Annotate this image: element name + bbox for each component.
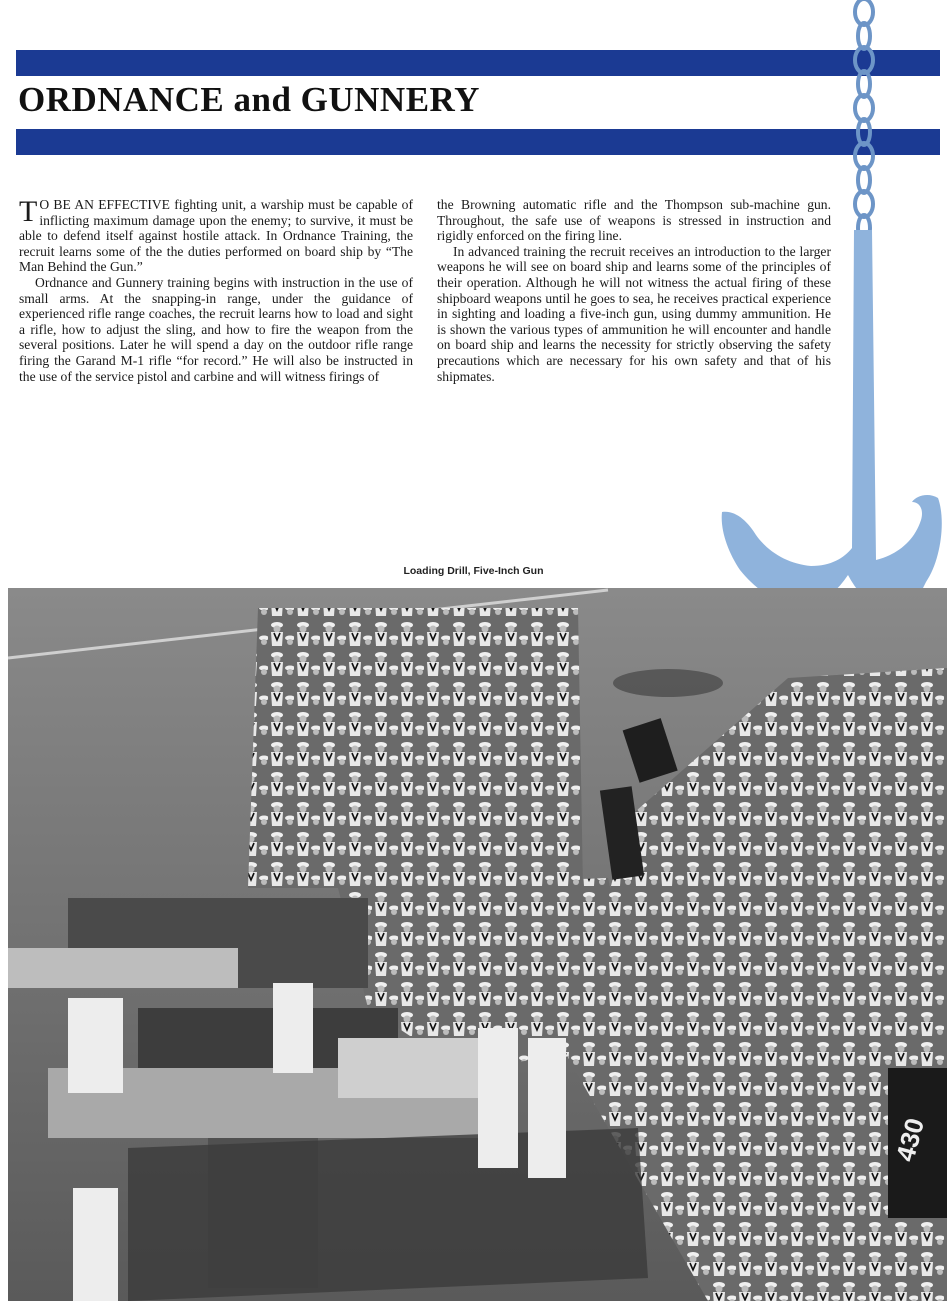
drop-cap: T xyxy=(19,195,38,228)
article-column-right xyxy=(437,197,831,384)
chain-icon xyxy=(842,0,886,260)
paragraph-text: O BE AN EFFECTIVE fighting unit, a warship must be capable of inflicting maximum damage upon the enemy; to survive, it must be able to defend itself against hostile attack. In Ordnance Training, the recruit learns some of the the duties performed on board ship by “The Man Behind the Gun.” xyxy=(19,197,413,275)
bottom-blue-band xyxy=(16,129,940,155)
top-blue-band xyxy=(16,50,940,76)
photo-caption: Loading Drill, Five-Inch Gun xyxy=(403,565,544,577)
paragraph: Ordnance and Gunnery training begins with instruction in the use of small arms. At the snapping-in range, under the guidance of experienced rifle range coaches, the recruit learns how to load and sight a rifle, how to adjust the sling, and how to fire the weapon from the several positions. Later he will spend a day on the outdoor rifle range firing the Garand M-1 rifle “for record.” He will also be instructed in the use of the service pistol and carbine and will witness firings of xyxy=(19,274,413,384)
page-title: ORDNANCE and GUNNERY xyxy=(18,80,480,119)
paragraph xyxy=(19,197,413,275)
flag-number: 430 xyxy=(889,1114,931,1165)
loading-drill-photo xyxy=(8,588,947,1301)
article-column-left xyxy=(19,197,413,384)
paragraph: the Browning automatic rifle and the Thompson sub-machine gun. Throughout, the safe use of weapons is stressed in instruction and rigidly enforced on the firing line. xyxy=(437,197,831,244)
paragraph: In advanced training the recruit receives an introduction to the larger weapons he will see on board ship and learns some of the principles of their operation. Although he will not witness the actual firing of these shipboard weapons until he goes to sea, he receives practical experience in sighting and loading a five-inch gun, using dummy ammunition. He is shown the various types of ammunition he will encounter and handle on board ship and learns the necessity for strictly observing the safety precautions which are necessary for his own safety and that of his shipmates. xyxy=(437,243,831,384)
